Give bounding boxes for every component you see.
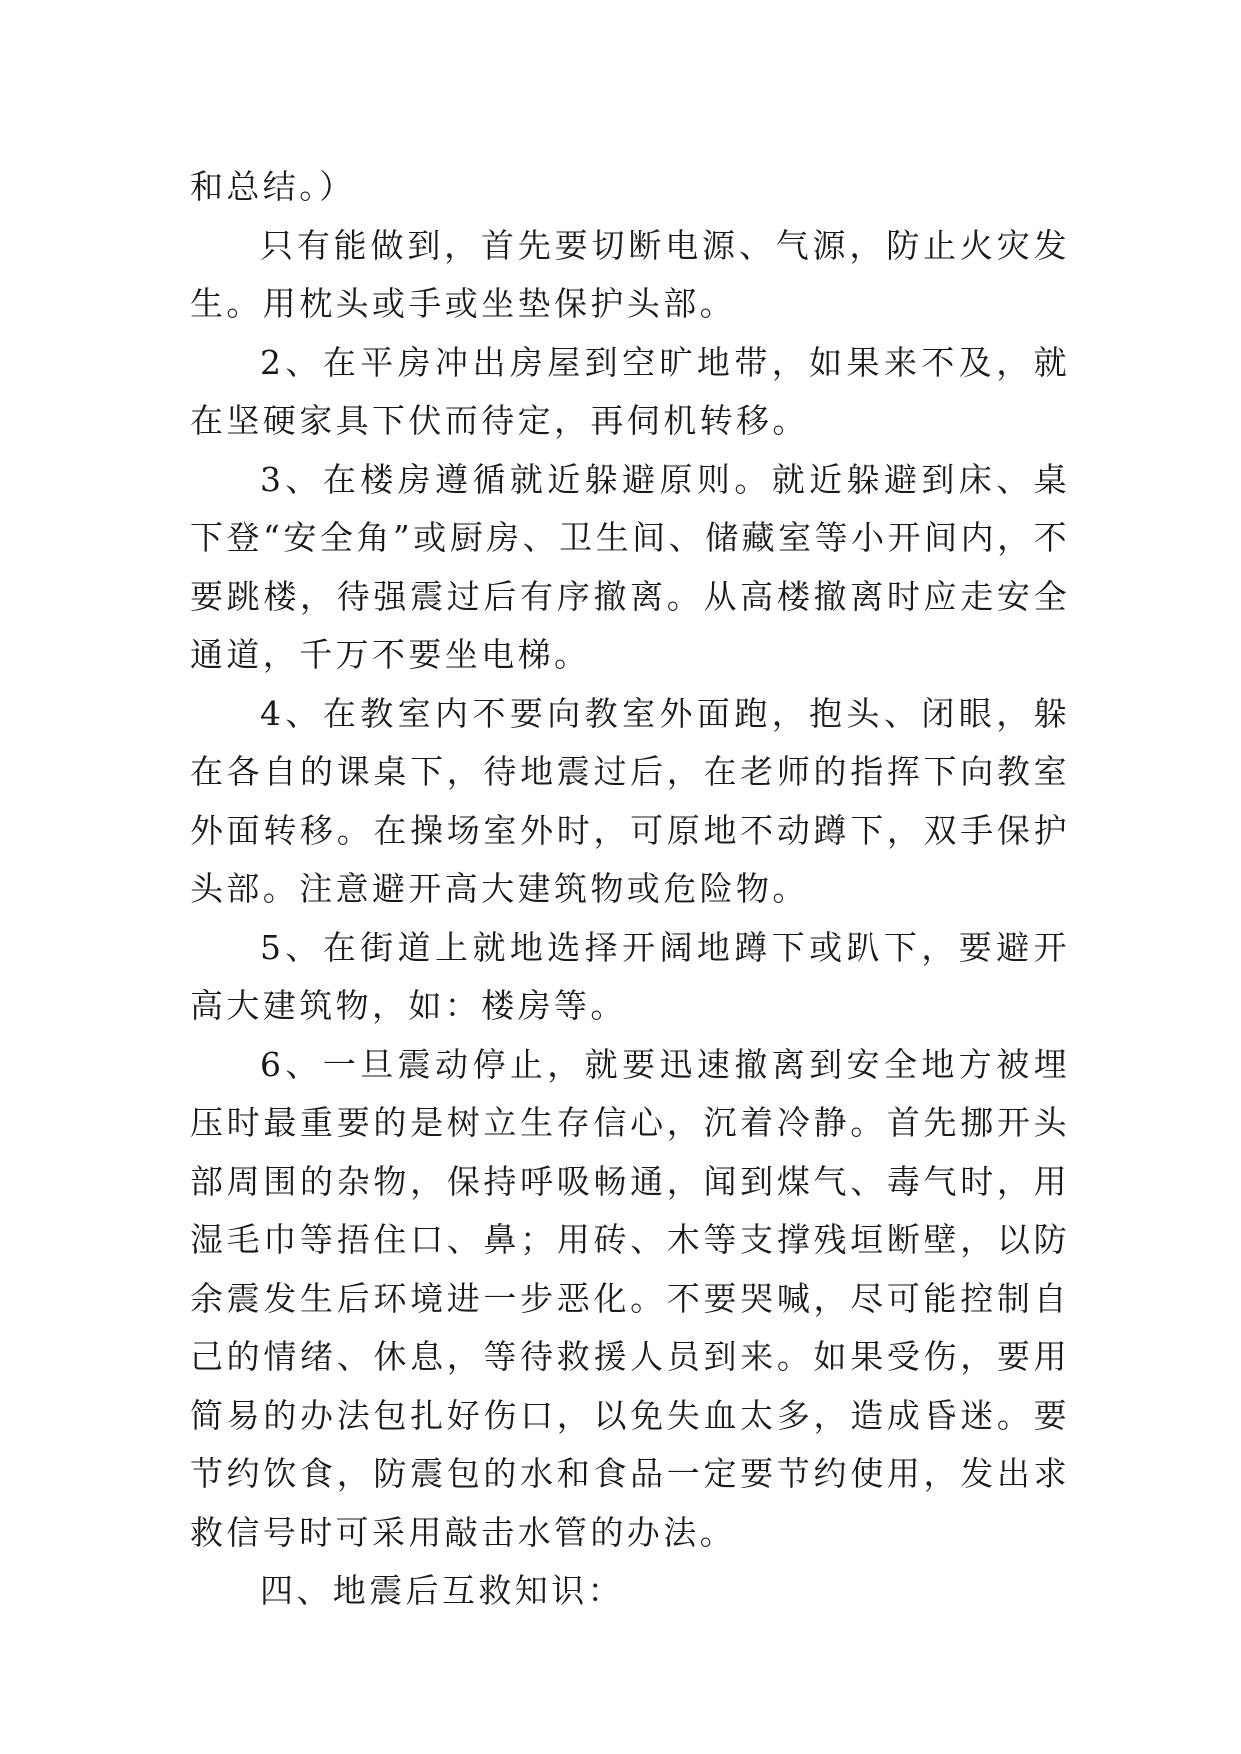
paragraph-item-3-building: 3、在楼房遵循就近躲避原则。就近躲避到床、桌下登“安全角”或厨房、卫生间、储藏室等小开间内，不要跳楼，待强震过后有序撤离。从高楼撤离时应走安全通道，千万不要坐电梯。 xyxy=(190,459,1070,674)
paragraph-item-4-classroom: 4、在教室内不要向教室外面跑，抱头、闭眼，躲在各自的课桌下，待地震过后，在老师的指挥下向教室外面转移。在操场室外时，可原地不动蹲下，双手保护头部。注意避开高大建筑物或危险物。 xyxy=(190,693,1070,908)
paragraph-item-5-street: 5、在街道上就地选择开阔地蹲下或趴下，要避开高大建筑物，如：楼房等。 xyxy=(190,927,1070,1025)
document-body xyxy=(190,158,1070,1621)
paragraph-item-6-trapped: 6、一旦震动停止，就要迅速撤离到安全地方被埋压时最重要的是树立生存信心，沉着冷静。首先挪开头部周围的杂物，保持呼吸畅通，闻到煤气、毒气时，用湿毛巾等捂住口、鼻；用砖、木等支撑残垣断壁，以防余震发生后环境进一步恶化。不要哭喊，尽可能控制自己的情绪、休息，等待救援人员到来。如果受伤，要用简易的办法包扎好伤口，以免失血太多，造成昏迷。要节约饮食，防震包的水和食品一定要节约使用，发出求救信号时可采用敲击水管的办法。 xyxy=(190,1044,1070,1552)
paragraph-continuation: 和总结。） xyxy=(190,167,356,206)
section-heading-mutual-rescue: 四、地震后互救知识： xyxy=(260,1571,624,1610)
paragraph-item-2-bungalow: 2、在平房冲出房屋到空旷地带，如果来不及，就在坚硬家具下伏而待定，再伺机转移。 xyxy=(190,342,1070,440)
paragraph-power-gas-shutoff: 只有能做到，首先要切断电源、气源，防止火灾发生。用枕头或手或坐垫保护头部。 xyxy=(190,225,1070,323)
